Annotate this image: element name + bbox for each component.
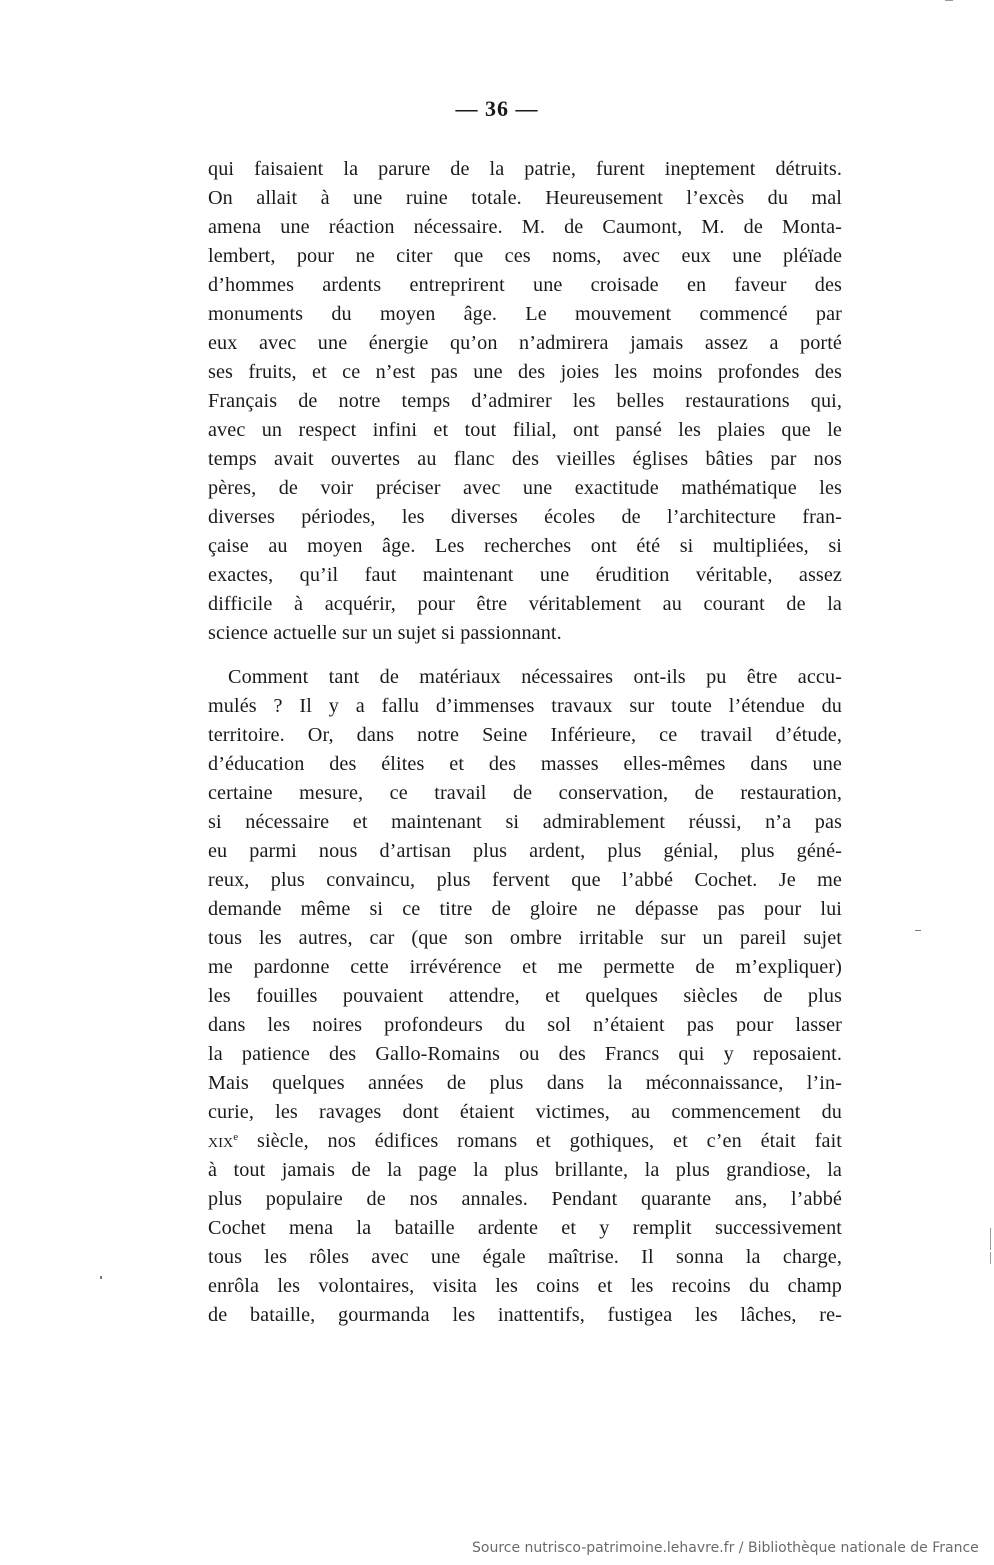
text-line: Français de notre temps d’admirer les belles restaurations qui,	[208, 390, 842, 412]
scan-mark	[990, 1252, 991, 1264]
text-line: difficile à acquérir, pour être véritablement au courant de la	[208, 593, 842, 615]
text-line-century	[208, 1127, 842, 1156]
text-line: les fouilles pouvaient attendre, et quelques siècles de plus	[208, 985, 842, 1007]
text-line: lembert, pour ne citer que ces noms, avec eux une pléïade	[208, 245, 842, 267]
text-line: amena une réaction nécessaire. M. de Caumont, M. de Monta-	[208, 216, 842, 238]
text-line: On allait à une ruine totale. Heureusement l’excès du mal	[208, 187, 842, 209]
scan-mark	[990, 1228, 991, 1250]
text-line: çaise au moyen âge. Les recherches ont été si multipliées, si	[208, 535, 842, 557]
text-line: enrôla les volontaires, visita les coins et les recoins du champ	[208, 1275, 842, 1297]
text-line: certaine mesure, ce travail de conservation, de restauration,	[208, 782, 842, 804]
page-number: — 36 —	[455, 96, 539, 121]
paragraph-1	[208, 155, 842, 648]
paragraph-2	[208, 663, 842, 1330]
text-line: de bataille, gourmanda les inattentifs, fustigea les lâches, re-	[208, 1304, 842, 1326]
century-superscript: e	[233, 1131, 239, 1143]
text-line: dans les noires profondeurs du sol n’étaient pas pour lasser	[208, 1014, 842, 1036]
paragraph-spacer	[208, 648, 842, 663]
text-line: qui faisaient la parure de la patrie, furent ineptement détruits.	[208, 158, 842, 180]
text-line: monuments du moyen âge. Le mouvement commencé par	[208, 303, 842, 325]
text-line: tous les rôles avec une égale maîtrise. Il sonna la charge,	[208, 1246, 842, 1268]
text-line: curie, les ravages dont étaient victimes, au commencement du	[208, 1101, 842, 1123]
body-text	[208, 155, 842, 1330]
text-line: eu parmi nous d’artisan plus ardent, plus génial, plus géné-	[208, 840, 842, 862]
text-line: Comment tant de matériaux nécessaires ont-ils pu être accu-	[228, 666, 842, 688]
text-line: ses fruits, et ce n’est pas une des joies les moins profondes des	[208, 361, 842, 383]
century-line-rest: siècle, nos édifices romans et gothiques, et c’en était fait	[238, 1130, 842, 1152]
text-line: à tout jamais de la page la plus brillante, la plus grandiose, la	[208, 1159, 842, 1181]
text-line: la patience des Gallo-Romains ou des Francs qui y reposaient.	[208, 1043, 842, 1065]
text-line: mulés ? Il y a fallu d’immenses travaux sur toute l’étendue du	[208, 695, 842, 717]
text-line: science actuelle sur un sujet si passionnant.	[208, 622, 562, 644]
scan-mark	[945, 0, 953, 1]
text-line: Cochet mena la bataille ardente et y remplit successivement	[208, 1217, 842, 1239]
text-line: territoire. Or, dans notre Seine Inférieure, ce travail d’étude,	[208, 724, 842, 746]
text-line: pères, de voir préciser avec une exactitude mathématique les	[208, 477, 842, 499]
text-line: Mais quelques années de plus dans la méconnaissance, l’in-	[208, 1072, 842, 1094]
text-line: demande même si ce titre de gloire ne dépasse pas pour lui	[208, 898, 842, 920]
century-numeral: xix	[208, 1130, 234, 1152]
text-line: me pardonne cette irrévérence et me permette de m’expliquer)	[208, 956, 842, 978]
text-line: tous les autres, car (que son ombre irritable sur un pareil sujet	[208, 927, 842, 949]
text-line: diverses périodes, les diverses écoles de l’architecture fran-	[208, 506, 842, 528]
scan-mark	[915, 930, 921, 931]
text-line: plus populaire de nos annales. Pendant quarante ans, l’abbé	[208, 1188, 842, 1210]
text-line: reux, plus convaincu, plus fervent que l’abbé Cochet. Je me	[208, 869, 842, 891]
text-line: d’éducation des élites et des masses elles-mêmes dans une	[208, 753, 842, 775]
text-line: eux avec une énergie qu’on n’admirera jamais assez a porté	[208, 332, 842, 354]
source-attribution: Source nutrisco-patrimoine.lehavre.fr / Bibliothèque nationale de France	[472, 1540, 979, 1556]
scan-mark	[100, 1276, 102, 1279]
text-line: temps avait ouvertes au flanc des vieilles églises bâties par nos	[208, 448, 842, 470]
text-line: exactes, qu’il faut maintenant une érudition véritable, assez	[208, 564, 842, 586]
text-line: d’hommes ardents entreprirent une croisade en faveur des	[208, 274, 842, 296]
text-line: avec un respect infini et tout filial, ont pansé les plaies que le	[208, 419, 842, 441]
text-line: si nécessaire et maintenant si admirablement réussi, n’a pas	[208, 811, 842, 833]
